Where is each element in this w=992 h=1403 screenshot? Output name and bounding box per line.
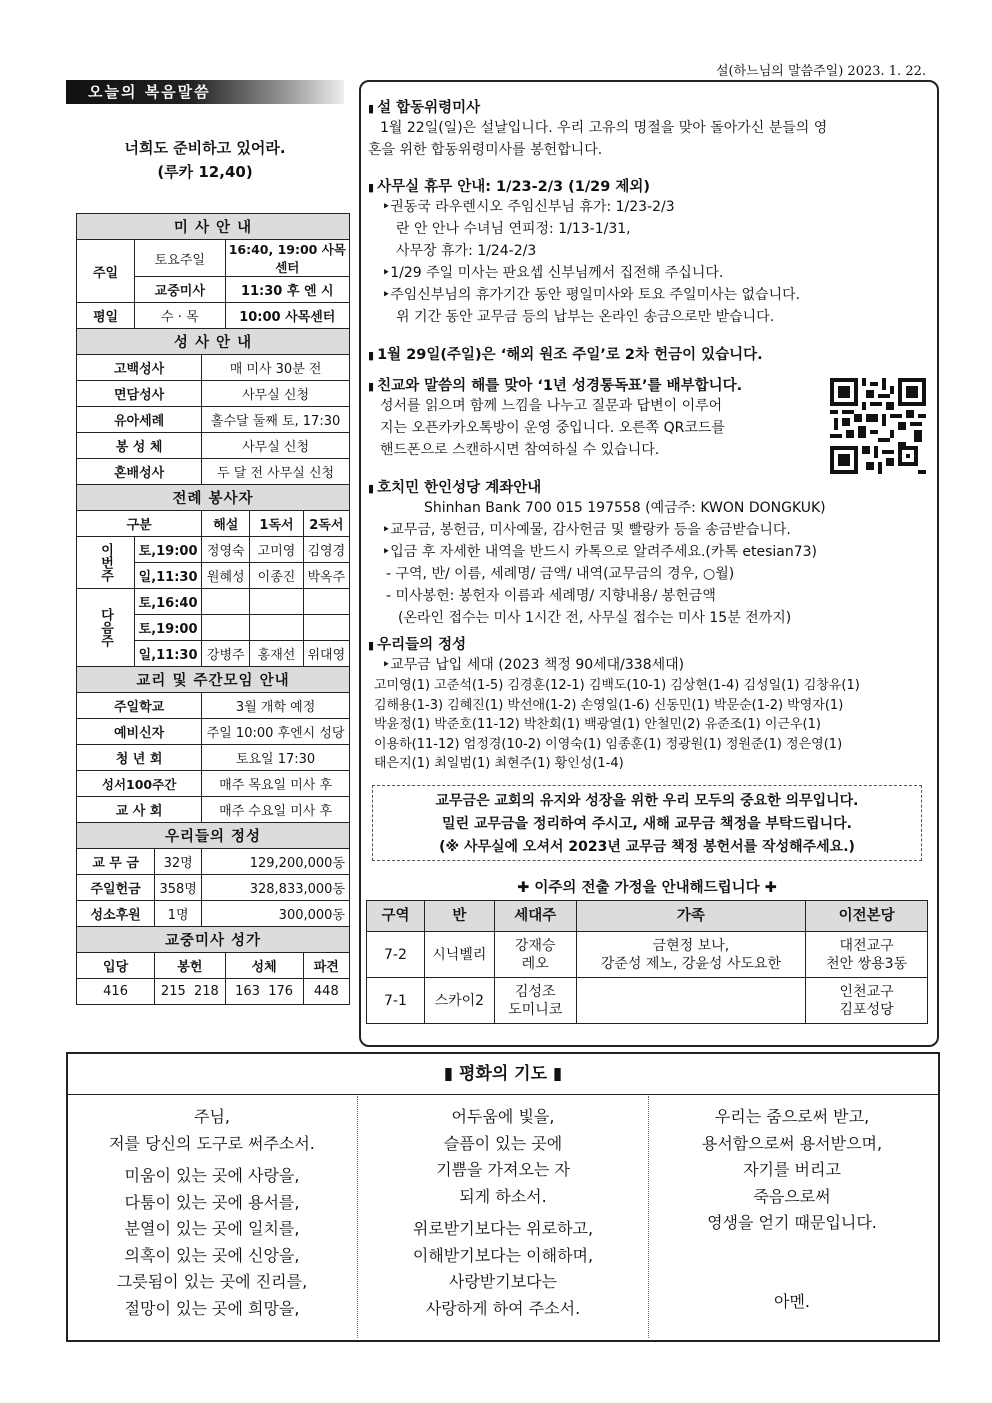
section-office-closure [368,175,800,328]
parish-info-table [76,213,350,1005]
offering-amount: 300,000동 [202,901,350,927]
text-line: ‣교무금, 봉헌금, 미사예물, 감사헌금 및 빨랑카 등을 송금받습니다. [382,522,791,538]
table-row [367,932,928,978]
family-line: 금현정 보나, [652,937,730,954]
section-title: ▮ 사무실 휴무 안내: 1/23-2/3 (1/29 제외) [368,175,800,196]
section-bank-account [368,476,826,629]
education-name: 청 년 회 [77,745,202,771]
minister-cell: 이종진 [250,563,303,589]
table-header: 구역 [367,901,425,932]
section-memorial-mass [368,96,827,161]
text-line: 지는 오픈카카오톡방이 운영 중입니다. 오른쪽 QR코드를 [380,420,725,436]
mass-name: 수 · 목 [135,303,226,329]
mass-name: 토요주일 [135,240,226,277]
prayer-column-1 [68,1096,356,1338]
moving-families-table [366,900,928,1024]
sacrament-title: 성 사 안 내 [77,329,350,355]
hymn-number: 416 [77,979,155,1005]
prayer-line: 분열이 있는 곳에 일치를, [124,1219,300,1238]
family-line: 강준성 제노, 강윤성 사도요한 [600,955,781,972]
parish-line: 인천교구 [839,983,894,1000]
prayer-title: ▮ 평화의 기도 ▮ [66,1054,940,1095]
offering-amount: 129,200,000동 [202,849,350,875]
ban-cell: 스카이2 [424,978,494,1024]
minister-time: 토,16:40 [135,589,202,615]
ministers-title: 전례 봉사자 [77,485,350,511]
prayer-line: 의혹이 있는 곳에 신앙을, [124,1245,300,1265]
prayer-line: 주님, [194,1107,230,1126]
text-line: (온라인 접수는 미사 1시간 전, 사무실 접수는 미사 15분 전까지) [398,610,792,626]
prayer-line: 슬픔이 있는 곳에 [443,1133,563,1153]
head-baptism-name: 레오 [521,955,549,972]
zone-cell: 7-2 [367,932,425,978]
section-second-collection [368,343,763,364]
table-header: 반 [424,901,494,932]
sacrament-name: 면담성사 [77,381,202,407]
text-line: ‣권동국 라우렌시오 주임신부님 휴가: 1/23-2/3 [382,199,675,215]
gospel-line: 너희도 준비하고 있어라. [124,139,286,157]
prayer-line: 되게 하소서. [459,1186,547,1206]
minister-cell: 위대영 [303,641,349,667]
minister-cell [250,615,303,641]
minister-cell: 원혜성 [202,563,250,589]
donor-list-line: 박윤정(1) 박준호(11-12) 박찬회(1) 백광열(1) 안철민(2) 유준조(1) 이근우(1) [374,717,821,732]
mass-time: 11:30 후 엔 시 [225,277,349,303]
sacrament-value: 두 달 전 사무실 신청 [202,459,350,485]
prayer-line: 이해받기보다는 이해하며, [412,1245,594,1265]
sacrament-value: 사무실 신청 [202,433,350,459]
ministers-header: 2독서 [303,511,349,537]
section-bible-reading [368,374,742,461]
minister-cell: 고미영 [250,537,303,563]
prayer-line: 용서함으로써 용서받으며, [701,1133,883,1153]
education-value: 매주 목요일 미사 후 [202,771,350,797]
sacrament-value: 사무실 신청 [202,381,350,407]
head-baptism-name: 도미니코 [508,1001,563,1018]
mass-name: 교중미사 [135,277,226,303]
text-line: ‣주임신부님의 휴가기간 동안 평일미사와 토요 주일미사는 없습니다. [382,287,801,303]
offering-name: 교 무 금 [77,849,155,875]
head-cell [494,978,576,1024]
prayer-line: 미움이 있는 곳에 사랑을, [124,1166,300,1185]
offering-amount: 328,833,000동 [202,875,350,901]
section-title: ▮ 1월 29일(주일)은 ‘해외 원조 주일’로 2차 헌금이 있습니다. [368,343,763,364]
sacrament-name: 고백성사 [77,355,202,381]
prayer-line [649,1237,935,1263]
family-cell [576,978,806,1024]
section-title: ▮ 호치민 한인성당 계좌안내 [368,476,826,497]
education-name: 교 사 회 [77,797,202,823]
prayer-line: 사랑하게 하여 주소서. [425,1298,581,1318]
education-value: 3월 개학 예정 [202,693,350,719]
minister-time: 토,19:00 [135,615,202,641]
notice-line: 교무금은 교회의 유지와 성장을 위한 우리 모두의 중요한 의무입니다. [435,793,859,809]
text-line: 1월 22일(일)은 설날입니다. 우리 고유의 명절을 맞아 돌아가신 분들의 영 [380,120,828,136]
sacrament-name: 혼배성사 [77,459,202,485]
prayer-line: 우리는 줌으로써 받고, [714,1107,870,1126]
sacrament-value: 매 미사 30분 전 [202,355,350,381]
section-title: ▮ 우리들의 정성 [368,633,860,654]
offering-count: 32명 [155,849,202,875]
prayer-line: 죽음으로써 [753,1186,831,1206]
prayer-line: 자기를 버리고 [743,1160,841,1179]
minister-time: 일,11:30 [135,563,202,589]
minister-cell [250,589,303,615]
section-title: ▮ 설 합동위령미사 [368,96,827,117]
minister-cell [202,589,250,615]
hymns-title: 교중미사 성가 [77,927,350,953]
ministers-header: 구분 [77,511,202,537]
head-name: 강재승 [514,937,556,954]
hymn-number: 448 [303,979,349,1005]
parish-line: 대전교구 [839,937,894,954]
ministers-header: 해설 [202,511,250,537]
hymn-header: 성체 [225,953,303,979]
section-offering-list [368,633,860,774]
gospel-header [66,80,344,104]
sacrament-name: 봉 성 체 [77,433,202,459]
minister-cell: 정영숙 [202,537,250,563]
education-value: 토요일 17:30 [202,745,350,771]
prayer-line: 영생을 얻기 때문입니다. [707,1213,877,1232]
text-line: 혼을 위한 합동위령미사를 봉헌합니다. [368,142,603,158]
minister-cell: 강병주 [202,641,250,667]
donor-list-line: 고미영(1) 고준석(1-5) 김경훈(12-1) 김백도(10-1) 김상현(1-4) 김성일(1) 김창유(1) [374,678,860,693]
minister-cell: 홍재선 [250,641,303,667]
mass-title: 미 사 안 내 [77,214,350,240]
parish-cell [806,932,928,978]
minister-cell [303,615,349,641]
table-header: 이전본당 [806,901,928,932]
table-header: 세대주 [494,901,576,932]
table-header: 가족 [576,901,806,932]
this-week-label: 이번주 [77,537,135,589]
offering-title: 우리들의 정성 [77,823,350,849]
education-value: 주일 10:00 후엔시 성당 [202,719,350,745]
offering-count: 358명 [155,875,202,901]
text-line: 성서를 읽으며 함께 느낌을 나누고 질문과 답변이 이루어 [380,398,723,414]
education-name: 예비신자 [77,719,202,745]
mass-group-weekday: 평일 [77,303,135,329]
text-line: ‣1/29 주일 미사는 판요셉 신부님께서 집전해 주십니다. [382,265,724,281]
gospel-verse [70,136,340,184]
education-title: 교리 및 주간모임 안내 [77,667,350,693]
mass-time: 10:00 사목센터 [225,303,349,329]
education-name: 성서100주간 [77,771,202,797]
bank-account-number: Shinhan Bank 700 015 197558 (예금주: KWON DONGKUK) [424,500,826,516]
zone-cell: 7-1 [367,978,425,1024]
moving-families-title: ✚ 이주의 전출 가정을 안내해드립니다 ✚ [517,880,777,896]
minister-time: 토,19:00 [135,537,202,563]
family-cell [576,932,806,978]
prayer-line: 사랑받기보다는 [448,1272,558,1291]
minister-cell: 김영경 [303,537,349,563]
prayer-line: 절망이 있는 곳에 희망을, [124,1298,300,1318]
education-name: 주일학교 [77,693,202,719]
minister-cell [202,615,250,641]
head-cell [494,932,576,978]
parish-line: 천안 쌍용3동 [826,955,908,972]
next-week-label: 다음주 [77,589,135,667]
text-line: 핸드폰으로 스캔하시면 참여하실 수 있습니다. [380,442,660,458]
parish-cell [806,978,928,1024]
donor-list-line: 김해용(1-3) 김혜진(1) 박선애(1-2) 손영일(1-6) 신동민(1) 박문순(1-2) 박영자(1) [374,697,844,713]
minister-cell: 박옥주 [303,563,349,589]
ministers-header: 1독서 [250,511,303,537]
text-line: - 미사봉헌: 봉헌자 이름과 세례명/ 지향내용/ 봉헌금액 [386,588,716,604]
offering-name: 성소후원 [77,901,155,927]
prayer-column-2 [358,1096,648,1338]
prayer-line: 저를 당신의 도구로 써주소서. [109,1133,315,1153]
mass-group-sunday: 주일 [77,240,135,303]
text-line: - 구역, 반/ 이름, 세례명/ 금액/ 내역(교무금의 경우, ○월) [386,566,735,582]
prayer-line: 그릇됨이 있는 곳에 진리를, [116,1272,308,1291]
offering-summary: ‣교무금 납입 세대 (2023 책정 90세대/338세대) [382,657,685,673]
hymn-number: 215 218 [155,979,225,1005]
prayer-line: 어두움에 빛을, [451,1107,555,1126]
offering-count: 1명 [155,901,202,927]
prayer-line: 아멘. [774,1291,810,1311]
dues-notice [372,785,922,861]
prayer-line: 위로받기보다는 위로하고, [412,1219,594,1238]
prayer-column-3 [649,1096,935,1338]
table-row [367,978,928,1024]
hymn-header: 봉헌 [155,953,225,979]
qr-code-icon[interactable] [830,378,926,474]
text-line: 란 안 안나 수녀님 연피정: 1/13-1/31, [396,221,631,237]
hymn-header: 파견 [303,953,349,979]
prayer-line: 기쁨을 가져오는 자 [436,1160,570,1179]
offering-name: 주일헌금 [77,875,155,901]
head-name: 김성조 [514,983,556,1000]
hymn-number: 163 176 [225,979,303,1005]
parish-line: 김포성당 [839,1001,894,1018]
notice-line: 밀린 교무금을 정리하여 주시고, 새해 교무금 책정을 부탁드립니다. [442,816,852,832]
minister-time: 일,11:30 [135,641,202,667]
prayer-line [649,1263,935,1289]
prayer-line: 다툼이 있는 곳에 용서를, [124,1192,300,1212]
sacrament-value: 홀수달 둘째 토, 17:30 [202,407,350,433]
gospel-reference: (루카 12,40) [157,163,253,181]
text-line: 위 기간 동안 교무금 등의 납부는 온라인 송금으로만 받습니다. [396,309,775,325]
notice-line: (※ 사무실에 오셔서 2023년 교무금 책정 봉헌서를 작성해주세요.) [439,839,855,855]
sacrament-name: 유아세례 [77,407,202,433]
mass-time: 16:40, 19:00 사목센터 [225,240,349,277]
section-title: ▮ 친교와 말씀의 해를 맞아 ‘1년 성경통독표’를 배부합니다. [368,374,742,395]
hymn-header: 입당 [77,953,155,979]
donor-list-line: 태은지(1) 최일범(1) 최현주(1) 황인성(1-4) [374,756,624,771]
gospel-header-label: 오늘의 복음말씀 [88,83,211,101]
text-line: ‣입금 후 자세한 내역을 반드시 카톡으로 알려주세요.(카톡 etesian73) [382,544,817,560]
education-value: 매주 수요일 미사 후 [202,797,350,823]
text-line: 사무장 휴가: 1/24-2/3 [396,243,537,259]
minister-cell [303,589,349,615]
donor-list-line: 이용하(11-12) 엄정경(10-2) 이영숙(1) 임종훈(1) 정광원(1) 정원준(1) 정은영(1) [374,736,843,752]
ban-cell: 시닉벨리 [424,932,494,978]
issue-date: 설(하느님의 말씀주일) 2023. 1. 22. [716,64,926,79]
